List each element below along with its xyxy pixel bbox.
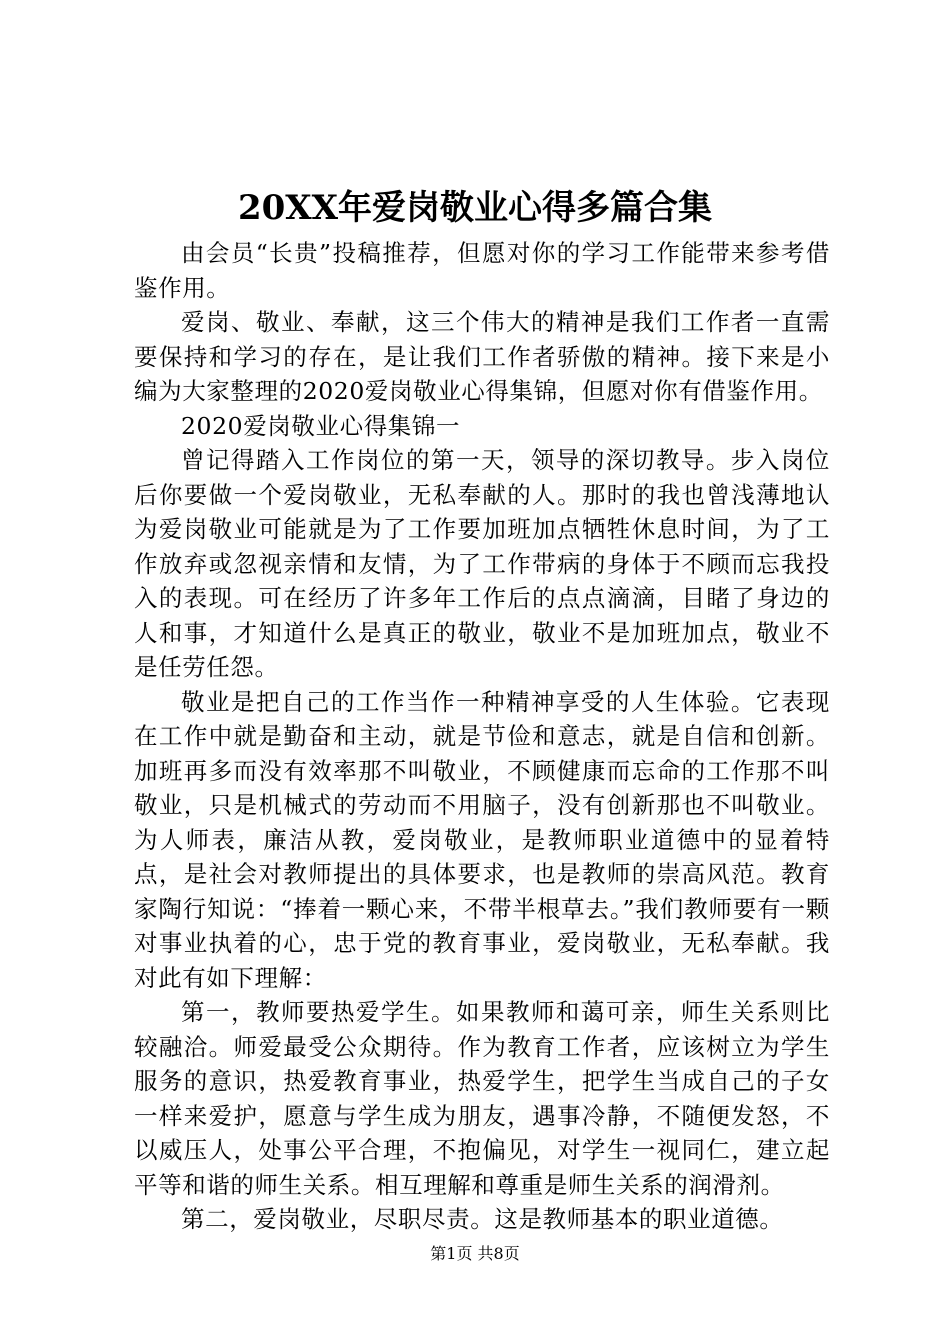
section-heading: 2020爱岗敬业心得集锦一 (181, 411, 461, 440)
paragraph-intro: 爱岗、敬业、奉献，这三个伟大的精神是我们工作者一直需要保持和学习的存在，是让我们工作者骄傲的精神。接下来是小编为大家整理的2020爱岗敬业心得集锦，但愿对你有借鉴作用。 (134, 308, 830, 405)
paragraph: 第二，爱岗敬业，尽职尽责。这是教师基本的职业道德。 (181, 1205, 784, 1233)
paragraph: 第一，教师要热爱学生。如果教师和蔼可亲，师生关系则比较融洽。师爱最受公众期待。作为教育工作者，应该树立为学生服务的意识，热爱教育事业，热爱学生，把学生当成自己的子女一样来爱护，愿意与学生成为朋友，遇事冷静，不随便发怒，不以威压人，处事公平合理，不抱偏见，对学生一视同仁，建立起平等和谐的师生关系。相互理解和尊重是师生关系的润滑剂。 (134, 998, 830, 1199)
document-title: 20XX年爱岗敬业心得多篇合集 (237, 188, 713, 228)
document-body (134, 236, 830, 1237)
paragraph: 敬业是把自己的工作当作一种精神享受的人生体验。它表现在工作中就是勤奋和主动，就是节俭和意志，就是自信和创新。加班再多而没有效率那不叫敬业，不顾健康而忘命的工作那不叫敬业，只是机械式的劳动而不用脑子，没有创新那也不叫敬业。为人师表，廉洁从教，爱岗敬业，是教师职业道德中的显着特点，是社会对教师提出的具体要求，也是教师的崇高风范。教育家陶行知说：“捧着一颗心来，不带半根草去。”我们教师要有一颗对事业执着的心，忠于党的教育事业，爱岗敬业，无私奉献。我对此有如下理解： (134, 687, 830, 992)
paragraph-contributor-note: 由会员“长贵”投稿推荐，但愿对你的学习工作能带来参考借鉴作用。 (134, 239, 830, 302)
page-number-footer: 第1页 共8页 (430, 1244, 520, 1263)
paragraph: 曾记得踏入工作岗位的第一天，领导的深切教导。步入岗位后你要做一个爱岗敬业，无私奉献的人。那时的我也曾浅薄地认为爱岗敬业可能就是为了工作要加班加点牺牲休息时间，为了工作放弃或忽视亲情和友情，为了工作带病的身体于不顾而忘我投入的表现。可在经历了许多年工作后的点点滴滴，目睹了身边的人和事，才知道什么是真正的敬业，敬业不是加班加点，敬业不是任劳任怨。 (134, 446, 830, 681)
